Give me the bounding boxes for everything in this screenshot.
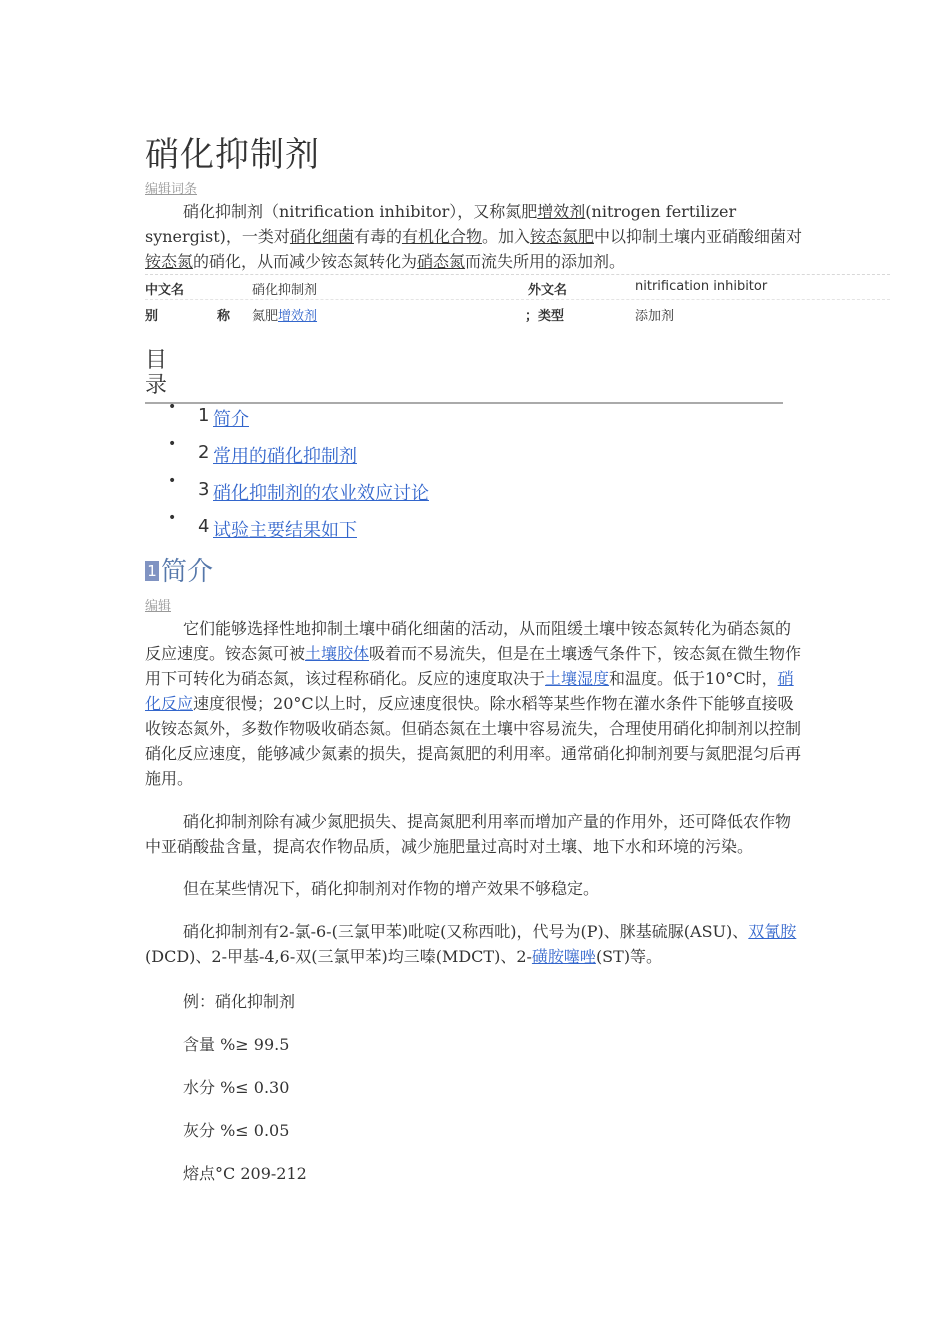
link-organic-compound[interactable]: 有机化合物 — [401, 227, 482, 246]
link-nitrifying-bacteria[interactable]: 硝化细菌 — [289, 227, 354, 246]
link-synergist[interactable]: 增效剂 — [537, 202, 586, 221]
section-paragraph-1: 它们能够选择性地抑制土壤中硝化细菌的活动，从而阻缓土壤中铵态氮转化为硝态氮的反应速度。铵态氮可被土壤胶体吸着而不易流失，但是在土壤透气条件下，铵态氮在微生物作用下可转化为硝态氮，该过程称硝化。反应的速度取决于土壤湿度和温度。低于10°C时，硝化反应速度很慢；20°C以上时，反应速度很快。除水稻等某些作物在灌水条件下能够直接吸收铵态氮外，多数作物吸收硝态氮。但硝态氮在土壤中容易流失，合理使用硝化抑制剂以控制硝化反应速度，能够减少氮素的损失，提高氮肥的利用率。通常硝化抑制剂要与氮肥混匀后再施用。 — [145, 619, 802, 788]
info-row — [145, 274, 890, 300]
section-number-badge: 1 — [145, 561, 159, 581]
toc-heading: 目 录 — [145, 348, 168, 398]
section-paragraph-3: 但在某些情况下，硝化抑制剂对作物的增产效果不够稳定。 — [183, 879, 600, 898]
section-paragraph-4: 硝化抑制剂有2-氯-6-(三氯甲苯)吡啶(又称西吡)，代号为(P)、脒基硫脲(ASU)、双氰胺(DCD)、2-甲基-4,6-双(三氯甲苯)均三嗪(MDCT)、2-磺胺噻唑(ST)等。 — [145, 922, 797, 966]
example-line: 例：硝化抑制剂 — [183, 992, 296, 1011]
link-nitrate-nitrogen[interactable]: 硝态氮 — [417, 252, 466, 271]
info-value-type: 添加剂 — [635, 309, 675, 324]
info-label-alias-2: 称 — [217, 309, 231, 324]
spec-ash: 灰分 %≤ 0.05 — [183, 1121, 290, 1140]
info-value-en-name: nitrification inhibitor — [635, 279, 768, 294]
link-dicyandiamide[interactable]: 双氰胺 — [748, 922, 797, 941]
toc-link-effects[interactable]: 硝化抑制剂的农业效应讨论 — [213, 483, 429, 504]
spec-moisture: 水分 %≤ 0.30 — [183, 1078, 290, 1097]
spec-melting-point: 熔点°C 209-212 — [183, 1164, 307, 1183]
info-label-en-name: 外文名 — [528, 283, 568, 298]
link-sulfathiazole[interactable]: 磺胺噻唑 — [531, 947, 596, 966]
link-soil-colloid[interactable]: 土壤胶体 — [305, 644, 370, 663]
section-heading-intro: 1 简介 — [145, 551, 213, 588]
section-edit-link[interactable]: 编辑 — [145, 599, 172, 614]
toc-link-results[interactable]: 试验主要结果如下 — [213, 520, 357, 541]
info-value-cn-name: 硝化抑制剂 — [252, 283, 318, 298]
edit-entry-link[interactable]: 编辑词条 — [145, 182, 198, 197]
info-label-alias-1: 别 — [145, 309, 159, 324]
toc-divider — [145, 402, 783, 404]
link-alias-synergist[interactable]: 增效剂 — [278, 309, 318, 324]
link-soil-moisture[interactable]: 土壤湿度 — [545, 669, 610, 688]
intro-paragraph: 硝化抑制剂（nitrification inhibitor），又称氮肥增效剂(nitrogen fertilizer synergist)，一类对硝化细菌有毒的有机化合物。加入铵态氮肥中以抑制土壤内亚硝酸细菌对铵态氮的硝化，从而减少铵态氮转化为硝态氮而流失所用的添加剂。 — [145, 202, 803, 271]
link-nitrification-reaction[interactable]: 硝化反应 — [145, 669, 794, 713]
toc-link-common[interactable]: 常用的硝化抑制剂 — [213, 446, 357, 467]
info-box — [145, 274, 890, 326]
section-paragraph-2: 硝化抑制剂除有减少氮肥损失、提高氮肥利用率而增加产量的作用外，还可降低农作物中亚硝酸盐含量，提高农作物品质，减少施肥量过高时对土壤、地下水和环境的污染。 — [145, 812, 792, 856]
info-value-alias: 氮肥增效剂 — [252, 309, 318, 324]
toc-link-intro[interactable]: 简介 — [213, 409, 249, 430]
link-ammonium-fertilizer[interactable]: 铵态氮肥 — [529, 227, 594, 246]
info-label-type: ；类型 — [525, 309, 565, 324]
page-title: 硝化抑制剂 — [145, 135, 320, 175]
link-ammonium-nitrogen[interactable]: 铵态氮 — [145, 252, 194, 271]
spec-content: 含量 %≥ 99.5 — [183, 1035, 290, 1054]
info-row — [145, 300, 890, 326]
info-label-cn-name: 中文名 — [145, 283, 185, 298]
